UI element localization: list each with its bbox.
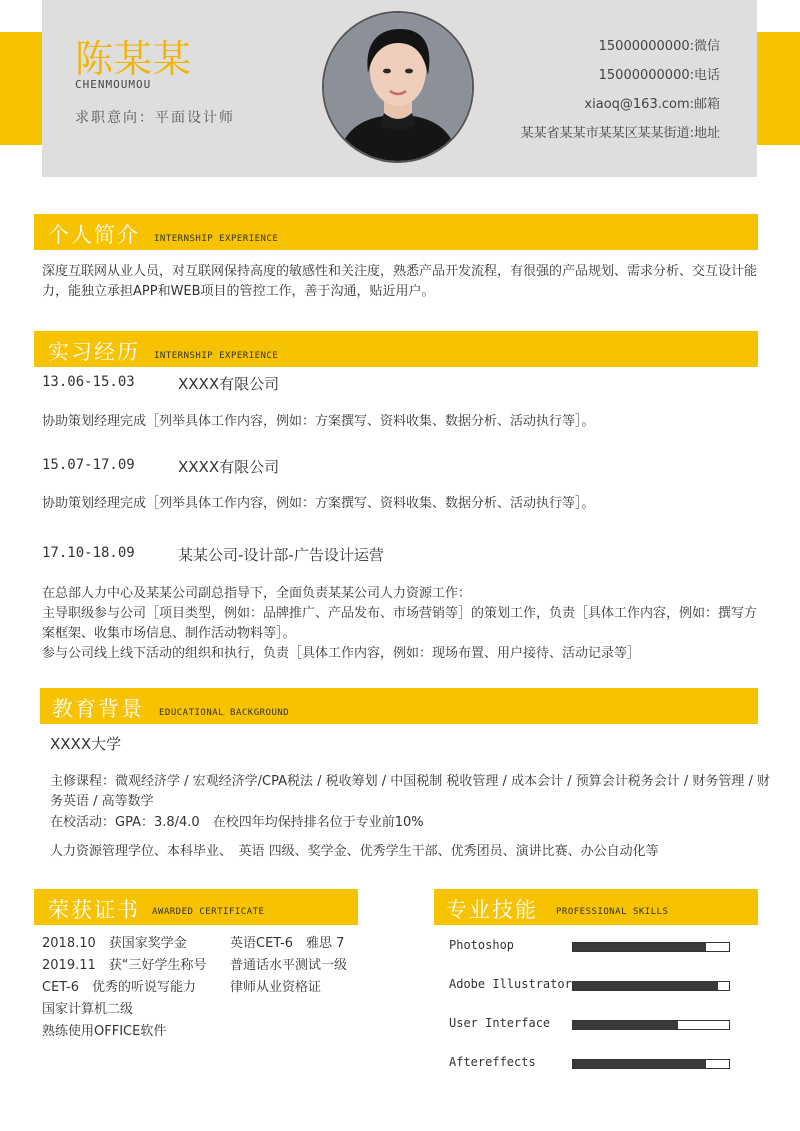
- section-subtitle-awards: AWARDED CERTIFICATE: [152, 907, 265, 917]
- job-1-company: XXXX有限公司: [178, 375, 280, 393]
- section-title-experience: 实习经历: [48, 340, 140, 364]
- job-2-company: XXXX有限公司: [178, 458, 280, 476]
- education-courses: 主修课程：微观经济学 / 宏观经济学/CPA税法 / 税收筹划 / 中国税制 税收管理 / 成本会计 / 预算会计税务会计 / 财务管理 / 财务英语 / 高等数学: [50, 774, 771, 809]
- job-intent: 求职意向：平面设计师: [75, 110, 235, 126]
- section-bar-profile: [34, 214, 758, 250]
- contact-phone: 15000000000:电话: [598, 68, 720, 83]
- header-accent-left: [0, 32, 42, 145]
- job-3-line-2: 主导职级参与公司［项目类型，例如：品牌推广、产品发布、市场营销等］的策划工作，负责［具体工作内容，例如：撰写方案框架、收集市场信息、制作活动物料等］。: [42, 606, 758, 641]
- skill-3-name: User Interface: [449, 1016, 551, 1030]
- section-title-profile: 个人简介: [48, 223, 140, 247]
- section-subtitle-education: EDUCATIONAL BACKGROUND: [159, 708, 290, 718]
- skill-2-bar: [572, 981, 730, 991]
- skill-1-name: Photoshop: [449, 938, 515, 952]
- job-3-line-3: 参与公司线上线下活动的组织和执行，负责［具体工作内容，例如：现场布置、用户接待、活动记录等］: [42, 646, 641, 661]
- section-subtitle-profile: INTERNSHIP EXPERIENCE: [154, 234, 279, 244]
- section-subtitle-skills: PROFESSIONAL SKILLS: [556, 907, 669, 917]
- candidate-pinyin: CHENMOUMOU: [75, 78, 152, 91]
- skill-3-bar: [572, 1020, 730, 1030]
- skill-1-bar: [572, 942, 730, 952]
- job-2-date: 15.07-17.09: [42, 457, 135, 473]
- candidate-name: 陈某某: [75, 37, 193, 81]
- job-1-desc: 协助策划经理完成［列举具体工作内容，例如：方案撰写、资料收集、数据分析、活动执行等］。: [42, 414, 595, 429]
- contact-wechat: 15000000000:微信: [598, 39, 720, 54]
- section-title-education: 教育背景: [52, 697, 144, 721]
- profile-text: 深度互联网从业人员，对互联网保持高度的敏感性和关注度，熟悉产品开发流程，有很强的产品规划、需求分析、交互设计能力，能独立承担APP和WEB项目的管控工作，善于沟通，贴近用户。: [42, 264, 758, 299]
- job-2-desc: 协助策划经理完成［列举具体工作内容，例如：方案撰写、资料收集、数据分析、活动执行等］。: [42, 496, 595, 511]
- award-row-5-left: 熟练使用OFFICE软件: [42, 1024, 167, 1039]
- skill-4-fill: [573, 1060, 706, 1068]
- award-row-4-left: 国家计算机二级: [42, 1002, 134, 1017]
- section-title-skills: 专业技能: [446, 898, 538, 922]
- section-subtitle-experience: INTERNSHIP EXPERIENCE: [154, 351, 279, 361]
- skill-2-name: Adobe Illustrator: [449, 977, 572, 991]
- education-school: XXXX大学: [50, 735, 122, 753]
- job-3-line-1: 在总部人力中心及某某公司副总指导下，全面负责某某公司人力资源工作：: [42, 586, 472, 601]
- skill-4-bar: [572, 1059, 730, 1069]
- award-row-3-right: 律师从业资格证: [230, 980, 322, 995]
- header-accent-right: [757, 32, 800, 145]
- award-row-2-right: 普通话水平测试一级: [230, 958, 348, 973]
- job-3-date: 17.10-18.09: [42, 545, 135, 561]
- section-title-awards: 荣获证书: [48, 898, 140, 922]
- job-3-company: 某某公司-设计部-广告设计运营: [178, 546, 384, 564]
- profile-photo: [322, 11, 474, 163]
- award-row-2-left: 2019.11 获“三好学生称号: [42, 958, 207, 973]
- section-bar-education: [40, 688, 758, 724]
- section-bar-experience: [34, 331, 758, 367]
- job-1-date: 13.06-15.03: [42, 374, 135, 390]
- skill-3-fill: [573, 1021, 678, 1029]
- award-row-1-right: 英语CET-6 雅思 7: [230, 936, 345, 951]
- award-row-3-left: CET-6 优秀的听说写能力: [42, 980, 197, 995]
- award-row-1-left: 2018.10 获国家奖学金: [42, 936, 187, 951]
- skill-1-fill: [573, 943, 706, 951]
- person-portrait-icon: [324, 13, 472, 161]
- education-activity: 在校活动：GPA：3.8/4.0 在校四年均保持排名位于专业前10%: [50, 815, 424, 830]
- education-honors: 人力资源管理学位、本科毕业、 英语 四级、奖学金、优秀学生干部、优秀团员、演讲比赛、办公自动化等: [50, 844, 659, 859]
- contact-email: xiaoq@163.com:邮箱: [584, 97, 720, 112]
- skill-4-name: Aftereffects: [449, 1055, 536, 1069]
- contact-address: 某某省某某市某某区某某街道:地址: [520, 126, 720, 141]
- skill-2-fill: [573, 982, 718, 990]
- job-3-desc: [42, 584, 760, 664]
